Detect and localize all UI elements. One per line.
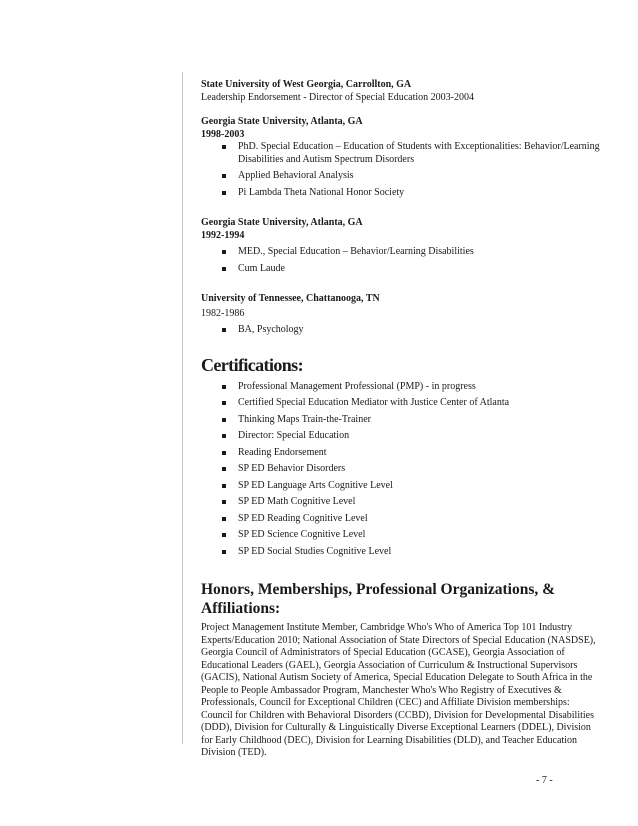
list-item: Cum Laude bbox=[201, 263, 601, 276]
school-name: University of Tennessee, Chattanooga, TN bbox=[201, 293, 380, 304]
bullet-square-icon bbox=[222, 418, 226, 422]
certifications-heading: Certifications: bbox=[201, 354, 303, 375]
bullet-square-icon bbox=[222, 517, 226, 521]
school-years: 1982-1986 bbox=[201, 307, 245, 319]
bullet-square-icon bbox=[222, 484, 226, 488]
bullet-square-icon bbox=[222, 191, 226, 195]
bullet-square-icon bbox=[222, 434, 226, 438]
page-number: - 7 - bbox=[536, 775, 553, 786]
bullet-square-icon bbox=[222, 401, 226, 405]
program-detail: Leadership Endorsement - Director of Special Education 2003-2004 bbox=[201, 91, 474, 103]
school-name: State University of West Georgia, Carrollton, GA bbox=[201, 79, 412, 90]
list-item: PhD. Special Education – Education of Students with Exceptionalities: Behavior/Learning Disabilities and Autism Spectrum Disorders bbox=[201, 141, 601, 166]
degree-list bbox=[201, 324, 601, 337]
list-item: Certified Special Education Mediator with Justice Center of Atlanta bbox=[201, 397, 601, 410]
page-content bbox=[201, 79, 601, 760]
education-entry-gsu-phd bbox=[201, 116, 601, 199]
list-item: Reading Endorsement bbox=[201, 447, 601, 460]
list-item: Applied Behavioral Analysis bbox=[201, 170, 601, 183]
bullet-square-icon bbox=[222, 328, 226, 332]
bullet-square-icon bbox=[222, 385, 226, 389]
list-item: Director: Special Education bbox=[201, 430, 601, 443]
education-entry-utc bbox=[201, 293, 601, 337]
bullet-square-icon bbox=[222, 250, 226, 254]
bullet-square-icon bbox=[222, 451, 226, 455]
list-item: Professional Management Professional (PMP) - in progress bbox=[201, 381, 601, 394]
list-item: Thinking Maps Train-the-Trainer bbox=[201, 414, 601, 427]
education-entry-west-georgia bbox=[201, 79, 601, 104]
honors-paragraph: Project Management Institute Member, Cambridge Who's Who of America Top 101 Industry Experts/Education 2010; National Association of State Directors of Special Education (NASDSE), Georgia Council of Administrators of Special Education (GCASE), Georgia Association of Educational Leaders (GAEL), Georgia Association of Curriculum & Instructional Supervisors (GACIS), National Autism Society of America, Special Education Delegate to South Africa in the People to People Ambassador Program, Manchester Who's Who Registry of Executives & Professionals, Council for Exceptional Children (CEC) and Affiliate Division memberships: Council for Children with Behavioral Disorders (CCBD), Division for Developmental Disabilities (DDD), Division for Culturally & Linguistically Diverse Exceptional Learners (DDEL), Division for Early Childhood (DEC), Division for Learning Disabilities (DLD), and Teacher Education Division (TED). bbox=[201, 622, 596, 758]
list-item: MED., Special Education – Behavior/Learning Disabilities bbox=[201, 246, 601, 259]
education-entry-gsu-med bbox=[201, 217, 601, 275]
school-years: 1992-1994 bbox=[201, 229, 245, 241]
list-item: SP ED Language Arts Cognitive Level bbox=[201, 480, 601, 493]
bullet-square-icon bbox=[222, 467, 226, 471]
list-item: SP ED Reading Cognitive Level bbox=[201, 513, 601, 526]
bullet-square-icon bbox=[222, 500, 226, 504]
school-name: Georgia State University, Atlanta, GA bbox=[201, 116, 363, 127]
list-item: SP ED Social Studies Cognitive Level bbox=[201, 546, 601, 559]
list-item: SP ED Science Cognitive Level bbox=[201, 529, 601, 542]
degree-list bbox=[201, 141, 601, 199]
list-item: Pi Lambda Theta National Honor Society bbox=[201, 187, 601, 200]
list-item: SP ED Math Cognitive Level bbox=[201, 496, 601, 509]
honors-heading: Honors, Memberships, Professional Organizations, & Affiliations: bbox=[201, 581, 556, 617]
school-name: Georgia State University, Atlanta, GA bbox=[201, 217, 363, 228]
bullet-square-icon bbox=[222, 533, 226, 537]
bullet-square-icon bbox=[222, 145, 226, 149]
degree-list bbox=[201, 246, 601, 275]
left-margin-rule bbox=[182, 72, 183, 744]
school-years: 1998-2003 bbox=[201, 128, 245, 140]
bullet-square-icon bbox=[222, 267, 226, 271]
certifications-list bbox=[201, 381, 601, 559]
bullet-square-icon bbox=[222, 174, 226, 178]
list-item: SP ED Behavior Disorders bbox=[201, 463, 601, 476]
bullet-square-icon bbox=[222, 550, 226, 554]
list-item: BA, Psychology bbox=[201, 324, 601, 337]
